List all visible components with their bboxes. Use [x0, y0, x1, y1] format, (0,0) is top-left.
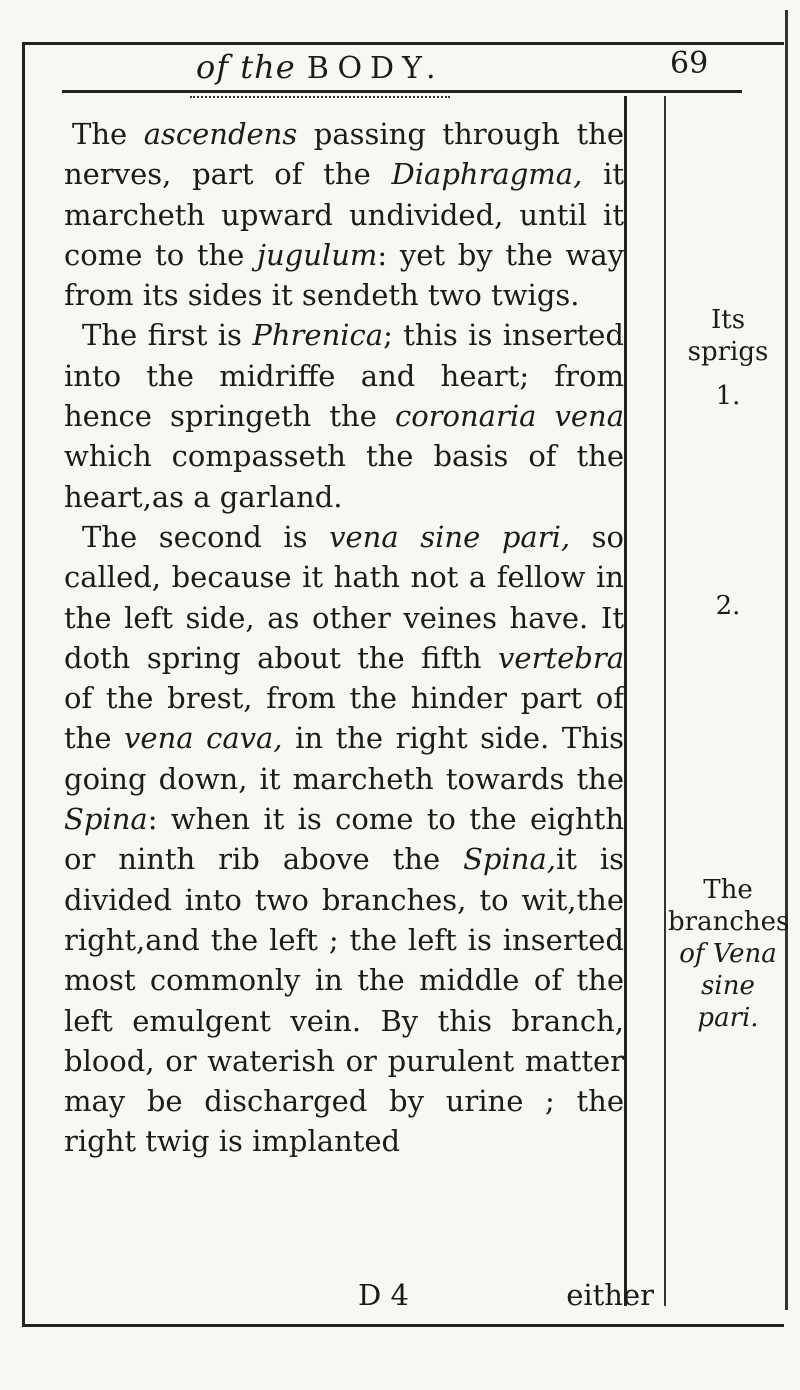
text-run: it marcheth upward undivided, until it come to the: [64, 157, 625, 272]
margin-note-two: 2.: [715, 591, 741, 621]
catchword: either: [566, 1278, 654, 1312]
header-dotted-rule: [190, 96, 450, 98]
text-run: so called, because it hath not a fellow in the left side, as other veines have. It doth spring about the fifth: [64, 519, 625, 675]
running-title-pre: of the: [196, 48, 296, 86]
latin-term: Phrenica: [252, 318, 384, 353]
page-header: [22, 42, 782, 97]
latin-term: vena sine pari,: [329, 519, 571, 554]
latin-term: vertebra: [498, 640, 624, 675]
text-run: in the right side. This going down, it marcheth towards the: [64, 721, 624, 796]
margin-note-one: 1.: [715, 381, 741, 411]
latin-term: vena cava,: [124, 721, 283, 756]
column-divider: [624, 96, 627, 1306]
latin-term: ascendens: [143, 117, 298, 151]
text-run: : when it is come to the eighth or ninth rib above the: [64, 802, 624, 877]
page-number: 69: [670, 46, 709, 81]
latin-term: Spina: [64, 802, 148, 837]
text-run: it is divided into two branches, to wit,the right,and the left ; the left is inserted most commonly in the middle of the left emulgent vein. By this branch, blood, or waterish or purulent matter may be discharged by urine ; the right twig is implanted: [64, 842, 624, 1159]
body-paragraph: [64, 517, 624, 1162]
signature-mark: D 4: [358, 1278, 409, 1312]
text-run: passing through the nerves, part of the: [64, 117, 624, 192]
margin-note-branches-line2: branches: [668, 907, 790, 937]
header-rule: [62, 90, 742, 93]
text-run: The second is: [82, 519, 330, 554]
text-run: The first is: [82, 318, 253, 353]
main-text-column: [64, 114, 624, 1162]
running-title-caps: BODY.: [306, 51, 444, 86]
body-paragraph: [64, 315, 624, 516]
outer-frame-edge: [785, 10, 788, 1310]
margin-note-branches-line4: sine pari.: [697, 971, 759, 1033]
margin-note-branches: [668, 874, 788, 1034]
margin-note-branches-line3: of Vena: [679, 939, 777, 969]
text-run: The: [72, 117, 144, 151]
body-paragraph: [64, 114, 624, 315]
latin-term: Diaphragma,: [391, 157, 583, 192]
text-run: which compasseth the basis of the heart,as a garland.: [64, 439, 624, 514]
latin-term: Spina,: [463, 842, 556, 877]
latin-term: coronaria vena: [394, 399, 624, 434]
text-run: of the brest, from the hinder part of the: [64, 681, 624, 756]
margin-note-branches-line1: The: [703, 875, 753, 905]
page-footer: [64, 1278, 654, 1318]
latin-term: jugulum: [257, 237, 378, 272]
running-title: [196, 48, 444, 86]
text-run: ; this is inserted into the midriffe and heart; from hence springeth the: [64, 318, 624, 434]
margin-divider: [664, 96, 666, 1306]
text-run: : yet by the way from its sides it sendeth two twigs.: [64, 237, 625, 313]
margin-note-sprigs: Its sprigs: [687, 305, 769, 367]
